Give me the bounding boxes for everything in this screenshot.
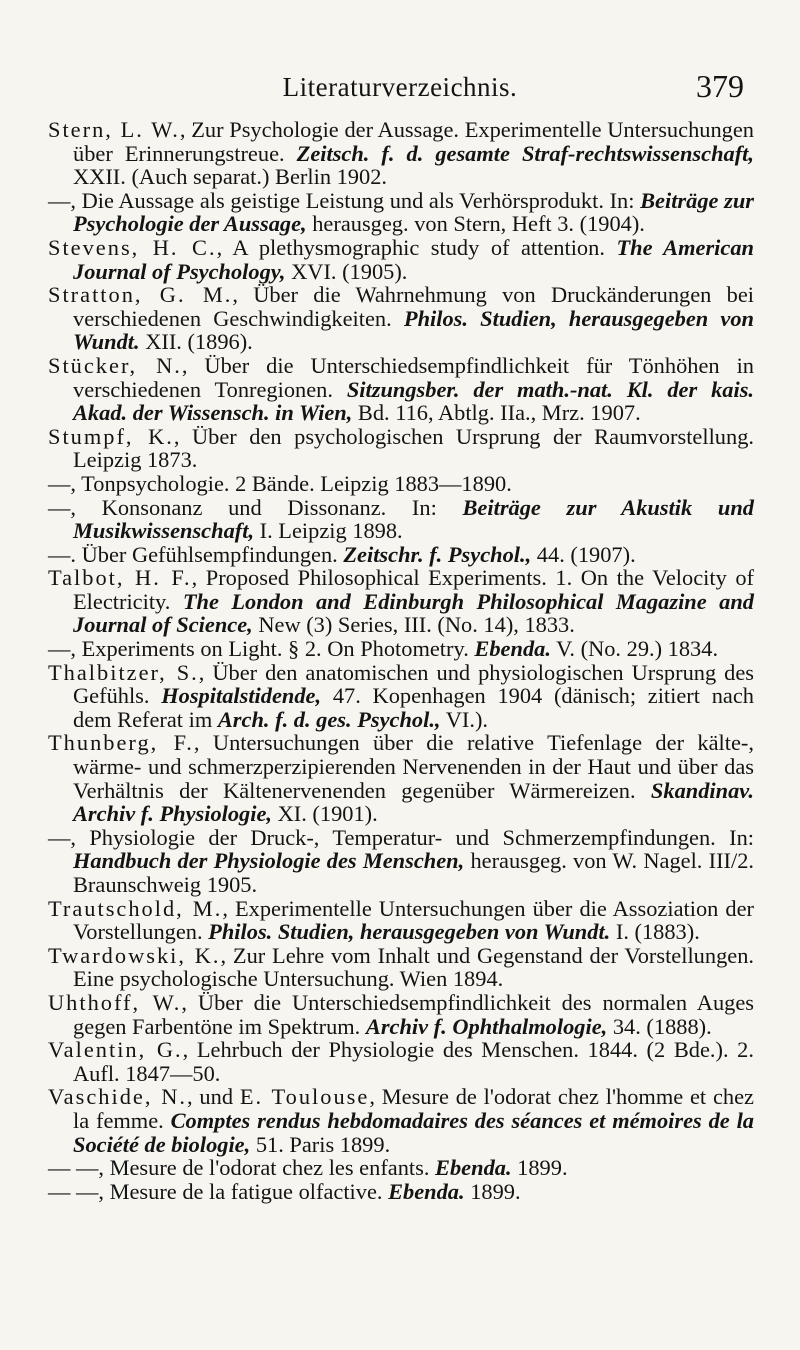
- entry-text: XXII. (Auch separat.) Berlin 1902.: [73, 164, 387, 190]
- bibliography-entry: [48, 566, 754, 637]
- entry-author: Stern, L. W.: [48, 117, 180, 142]
- entry-source-title: Handbuch der Physiologie des Menschen,: [73, 848, 465, 874]
- entry-source-title: Hospitalstidende,: [161, 683, 322, 709]
- entry-text: , Experimentelle Untersuchungen über die Assoziation der Vorstellungen.: [73, 895, 754, 945]
- entry-text: , Über die Unterschiedsempfindlichkeit für Tönhöhen in verschiedenen Tonregionen.: [73, 352, 754, 402]
- bibliography-entry: [48, 731, 754, 825]
- entry-text: 44. (1907).: [531, 541, 636, 567]
- entry-author: Stücker, N.: [48, 352, 182, 378]
- bibliography-entry: [48, 236, 754, 283]
- bibliography-entry: [48, 637, 754, 661]
- entry-text: , und: [187, 1084, 240, 1110]
- entry-text: —, Physiologie der Druck-, Temperatur- und Schmerzempfindungen. In:: [48, 824, 754, 850]
- entry-source-title: Zeitschr. f. Psychol.,: [343, 541, 532, 567]
- entry-text: XII. (1896).: [139, 329, 253, 355]
- entry-text: 1899.: [464, 1178, 521, 1204]
- entry-text: , Über den psychologischen Ursprung der Raumvorstellung. Leipzig 1873.: [73, 423, 754, 473]
- entry-source-title: The London and Edinburgh Philosophical Magazine and Journal of Science,: [73, 588, 754, 638]
- entry-source-title: Sitzungsber. der math.-nat. Kl. der kais. Akad. der Wissensch. in Wien,: [73, 376, 754, 426]
- entry-source-title: Arch. f. d. ges. Psychol.,: [217, 706, 441, 732]
- entry-text: , Untersuchungen über die relative Tiefenlage der kälte-, wärme- und schmerzperzipierenden Nervenenden in der Haut und über das Verhältnis der Kältenervenenden gegenüber Wärmereizen.: [73, 730, 754, 803]
- bibliography-entry: [48, 283, 754, 354]
- entry-text: V. (No. 29.) 1834.: [550, 636, 719, 662]
- entry-author: Stumpf, K.: [48, 423, 174, 449]
- entry-text: — —, Mesure de la fatigue olfactive.: [48, 1178, 389, 1204]
- entry-source-title: Comptes rendus hebdomadaires des séances et mémoires de la Société de biologie,: [73, 1107, 754, 1157]
- entry-text: 47. Kopenhagen 1904 (dänisch; zitiert nach dem Referat im: [73, 683, 754, 732]
- entry-source-title: Philos. Studien, herausgegeben von Wundt.: [73, 305, 754, 355]
- running-head: [0, 68, 800, 112]
- entry-author: Uhthoff, W.: [48, 989, 182, 1015]
- bibliography-list: [48, 118, 754, 1203]
- bibliography-entry: [48, 1156, 754, 1180]
- entry-source-title: The American Journal of Psychology,: [73, 234, 754, 284]
- entry-source-title: Beiträge zur Psychologie der Aussage,: [73, 187, 754, 237]
- bibliography-entry: [48, 543, 754, 567]
- bibliography-entry: [48, 472, 754, 496]
- bibliography-entry: [48, 826, 754, 897]
- bibliography-entry: [48, 496, 754, 543]
- entry-text: I. Leipzig 1898.: [254, 518, 403, 544]
- entry-text: VI.).: [440, 706, 489, 732]
- bibliography-entry: [48, 944, 754, 991]
- bibliography-entry: [48, 1085, 754, 1156]
- entry-text: , A plethysmographic study of attention.: [216, 234, 617, 260]
- bibliography-entry: [48, 118, 754, 189]
- entry-author: Stevens, H. C.: [48, 234, 217, 260]
- entry-text: I. (1883).: [610, 919, 700, 945]
- entry-text: —. Über Gefühlsempfindungen.: [48, 541, 344, 567]
- entry-author: Trautschold, M.: [48, 895, 223, 921]
- entry-text: —, Die Aussage als geistige Leistung und als Verhörsprodukt. In:: [48, 187, 641, 213]
- entry-source-title: Ebenda.: [435, 1155, 512, 1181]
- entry-text: 1899.: [511, 1155, 568, 1181]
- entry-author: Valentin, G.: [48, 1037, 183, 1063]
- entry-text: , Über die Wahrnehmung von Druckänderungen bei verschiedenen Geschwindigkeiten.: [73, 282, 754, 331]
- entry-text: , Zur Lehre vom Inhalt und Gegenstand der Vorstellungen. Eine psychologische Untersuchung. Wien 1894.: [73, 942, 754, 992]
- bibliography-entry: [48, 189, 754, 236]
- page-number: 379: [696, 68, 744, 104]
- entry-text: XI. (1901).: [272, 801, 378, 827]
- entry-text: —, Experiments on Light. § 2. On Photometry.: [48, 636, 475, 662]
- entry-text: herausgeg. von Stern, Heft 3. (1904).: [306, 211, 645, 237]
- entry-text: —, Konsonanz und Dissonanz. In:: [48, 494, 463, 520]
- bibliography-entry: [48, 991, 754, 1038]
- entry-author: E. Toulouse: [239, 1084, 370, 1110]
- running-head-title: Literaturverzeichnis.: [282, 72, 518, 102]
- entry-source-title: Archiv f. Ophthalmologie,: [365, 1013, 608, 1039]
- entry-text: herausgeg. von W. Nagel. III/2. Braunschweig 1905.: [73, 848, 754, 897]
- entry-text: , Proposed Philosophical Experiments. 1. On the Velocity of Electricity.: [73, 565, 754, 614]
- entry-author: Twardowski, K.: [48, 942, 221, 968]
- entry-author: Vaschide, N.: [48, 1084, 188, 1110]
- entry-text: 34. (1888).: [607, 1013, 712, 1039]
- bibliography-entry: [48, 354, 754, 425]
- entry-source-title: Zeitsch. f. d. gesamte Straf-rechtswissenschaft,: [296, 140, 755, 166]
- entry-author: Thunberg, F.: [48, 730, 194, 756]
- entry-text: XVI. (1905).: [285, 258, 408, 284]
- entry-source-title: Skandinav. Archiv f. Physiologie,: [73, 777, 754, 827]
- entry-text: New (3) Series, III. (No. 14), 1833.: [252, 612, 575, 638]
- entry-text: Bd. 116, Abtlg. IIa., Mrz. 1907.: [352, 400, 641, 426]
- entry-text: , Mesure de l'odorat chez l'homme et chez la femme.: [73, 1084, 754, 1133]
- bibliography-entry: [48, 897, 754, 944]
- entry-source-title: Ebenda.: [474, 636, 551, 662]
- entry-text: 51. Paris 1899.: [250, 1131, 391, 1157]
- entry-text: , Über die Unterschiedsempfindlichkeit des normalen Auges gegen Farbentöne im Spektrum.: [73, 989, 754, 1039]
- entry-text: , Lehrbuch der Physiologie des Menschen. 1844. (2 Bde.). 2. Aufl. 1847—50.: [73, 1037, 754, 1086]
- bibliography-entry: [48, 1038, 754, 1085]
- entry-text: , Über den anatomischen und physiologischen Ursprung des Gefühls.: [73, 659, 754, 709]
- entry-author: Thalbitzer, S.: [48, 659, 199, 685]
- entry-source-title: Beiträge zur Akustik und Musikwissenschaft,: [73, 494, 754, 544]
- entry-text: — —, Mesure de l'odorat chez les enfants.: [48, 1155, 436, 1181]
- entry-author: Stratton, G. M.: [48, 282, 233, 308]
- bibliography-entry: [48, 425, 754, 472]
- entry-source-title: Ebenda.: [388, 1178, 465, 1204]
- entry-author: Talbot, H. F.: [48, 565, 192, 591]
- entry-source-title: Philos. Studien, herausgegeben von Wundt.: [208, 919, 611, 945]
- bibliography-entry: [48, 1180, 754, 1204]
- bibliography-entry: [48, 661, 754, 732]
- entry-text: —, Tonpsychologie. 2 Bände. Leipzig 1883—1890.: [48, 470, 512, 496]
- entry-text: , Zur Psychologie der Aussage. Experimentelle Untersuchungen über Erinnerungstreue.: [73, 117, 754, 166]
